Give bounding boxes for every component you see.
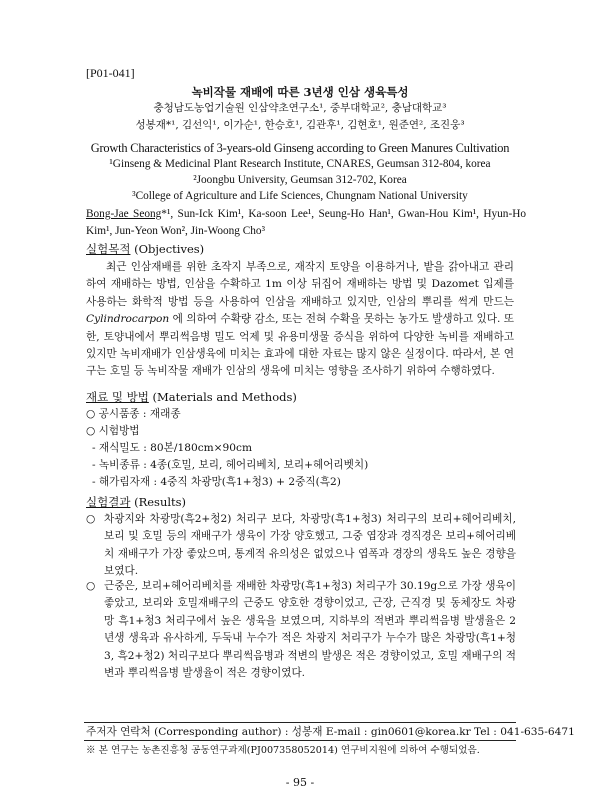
abstract-code: [P01-041] xyxy=(86,66,135,80)
page-number: - 95 - xyxy=(285,776,315,789)
english-title: Growth Characteristics of 3-years-old Ginseng according to Green Manures Cultivation xyxy=(90,141,510,155)
korean-title: 녹비작물 재배에 따른 3년생 인삼 생육특성 xyxy=(191,85,409,99)
bullet-icon: ○ xyxy=(86,513,96,525)
footer-rule-2 xyxy=(84,740,516,741)
objectives-heading: 실험목적 (Objectives) xyxy=(86,242,205,256)
korean-affiliations: 충청남도농업기술원 인삼약초연구소¹, 중부대학교², 충남대학교³ xyxy=(153,102,447,114)
other-authors: *¹, Sun-Ick Kim¹, Ka-soon Lee¹, Seung-Ho Han¹, Gwan-Hou Kim¹, Hyun-Ho Kim¹, Jun-Yeon Won², Jin-Woong Cho³ xyxy=(86,208,527,237)
first-author: Bong-Jae Seong xyxy=(86,208,162,220)
objectives-body: 최근 인삼재배를 위한 초작지 부족으로, 재작지 토양을 이용하거나, 밭을 갉아내고 관리하여 재배하는 방법, 인삼을 수확하고 1m 이상 뒤집어 재배하는 방법 및 Dazomet 입제를 사용하는 화학적 방법 등을 사용하여 인삼을 재배하고 있지만, 인삼의 뿌리를 썩게 만드는 Cylindrocarpon 에 의하여 수확량 감소, 또는 전혀 수확을 못하는 농가도 발생하고 있다. 또한, 토양내에서 뿌리썩음병 밀도 억제 및 유용미생물 증식을 위하여 다양한 녹비를 재배하고 있지만 녹비재배가 인삼생육에 미치는 효과에 대한 자료는 많지 않은 실정이다. 따라서, 본 연구는 호밀 등 녹비작물 재배가 인삼의 생육에 미치는 영향을 조사하기 위하여 수행하였다. xyxy=(86,261,514,378)
methods-subitem: - 재식밀도 : 80본/180cm×90cm xyxy=(92,442,253,454)
methods-item: ○ 시험방법 xyxy=(86,425,140,437)
methods-item: ○ 공시품종 : 재래종 xyxy=(86,408,181,420)
methods-subitem: - 녹비종류 : 4종(호밀, 보리, 헤어리베치, 보리+헤어리벳치) xyxy=(92,459,369,471)
funding-note: ※ 본 연구는 농촌진흥청 공동연구과제(PJ007358052014) 연구비지원에 의하여 수행되었음. xyxy=(86,745,480,756)
corresponding-author: 주저자 연락처 (Corresponding author) : 성봉재 E-mail : gin0601@korea.kr Tel : 041-635-6471 xyxy=(86,726,575,738)
results-item: ○ 근중은, 보리+헤어리베치를 재배한 차광망(흑1+청3) 처리구가 30.19g으로 가장 생육이 좋았고, 보리와 호밀재배구의 근중도 양호한 경향이었고, 근장, 근직경 및 동체장도 차광망 흑1+청3 처리구에서 높은 생육을 보였으며, 지하부의 적변과 뿌리썩음병 발생율은 2년생 생육과 유사하게, 두둑내 누수가 적은 차광지 처리구가 누수가 많은 차광망(흑1+청3, 흑2+청2) 처리구보다 뿌리썩음병과 적변의 발생은 적은 경향이었고, 호밀 재배구의 적변과 뿌리썩음병 발생율이 적은 경향이였다. xyxy=(86,580,516,680)
english-affiliation-3: ³College of Agriculture and Life Sciences, Chungnam National University xyxy=(132,190,468,202)
english-affiliation-2: ²Joongbu University, Geumsan 312-702, Korea xyxy=(193,174,407,186)
methods-heading: 재료 및 방법 (Materials and Methods) xyxy=(86,390,297,404)
bullet-icon: ○ xyxy=(86,580,96,592)
english-affiliation-1: ¹Ginseng & Medicinal Plant Research Institute, CNARES, Geumsan 312-804, korea xyxy=(109,158,491,170)
korean-authors: 성봉재*¹, 김선익¹, 이가순¹, 한승호¹, 김관후¹, 김현호¹, 원준연², 조진웅³ xyxy=(135,119,465,131)
results-heading: 실험결과 (Results) xyxy=(86,495,187,509)
methods-subitem: - 해가림자재 : 4중직 차광망(흑1+청3) + 2중직(흑2) xyxy=(92,476,341,488)
footer-rule xyxy=(84,722,516,723)
results-item: ○ 차광지와 차광망(흑2+청2) 처리구 보다, 차광망(흑1+청3) 처리구의 보리+헤어리베치, 보리 및 호밀 등의 재배구가 생육이 가장 양호했고, 그중 엽장과 경직경은 보리+헤어리베치 재배구가 가장 좋았으며, 통계적 유의성은 없었으나 엽폭과 경장의 생육도 높은 경향을 보였다. xyxy=(86,513,516,578)
english-authors xyxy=(86,206,526,240)
